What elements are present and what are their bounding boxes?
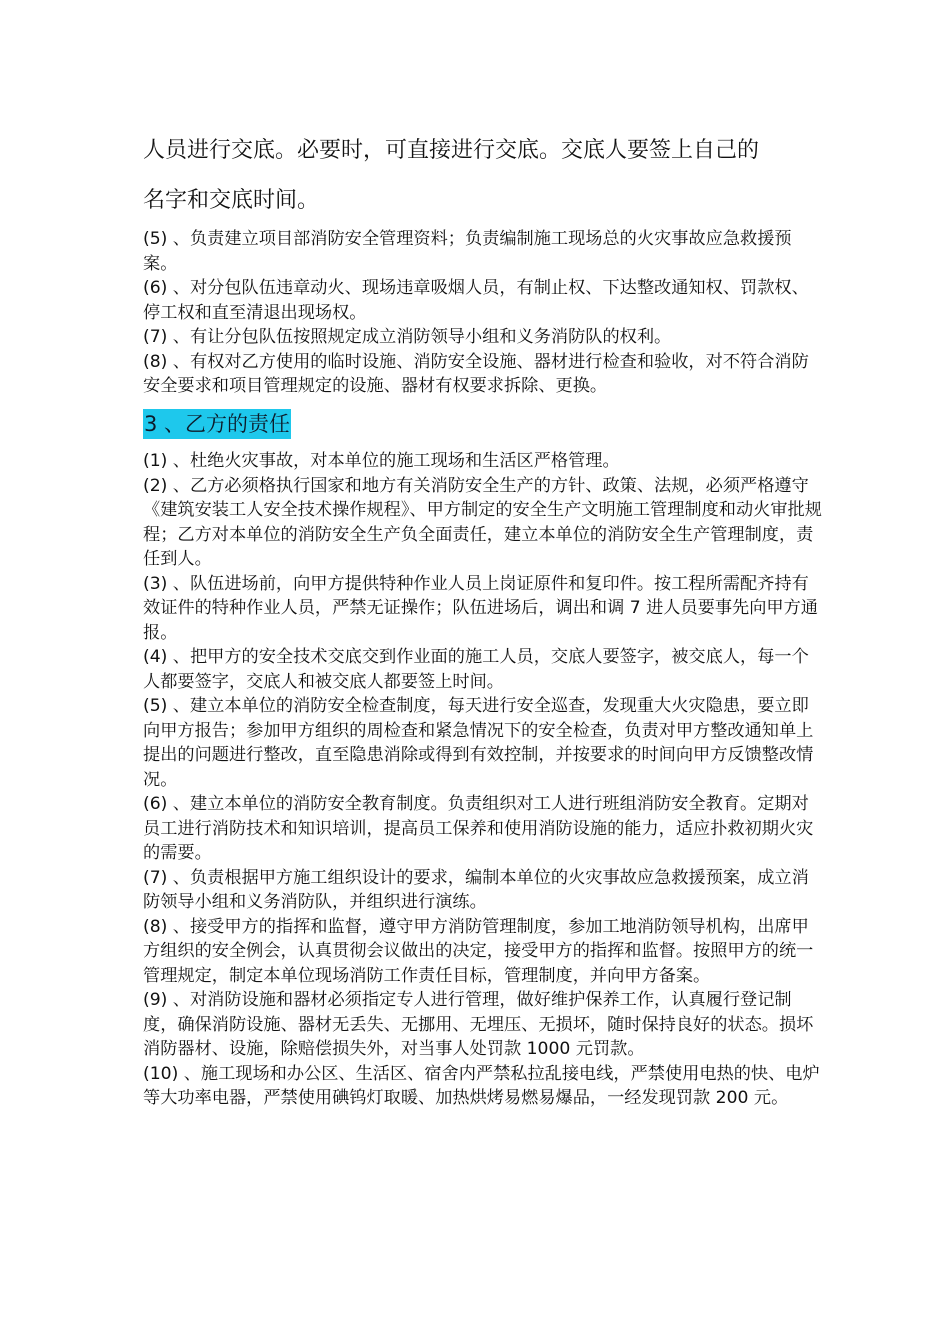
list-item: (5) 、建立本单位的消防安全检查制度，每天进行安全巡查，发现重大火灾隐患，要立即向甲方报告；参加甲方组织的周检查和紧急情况下的安全检查，负责对甲方整改通知单上提出的问题进行整改，直至隐患消除或得到有效控制，并按要求的时间向甲方反馈整改情况。 xyxy=(143,696,814,790)
list-item: (2) 、乙方必须格执行国家和地方有关消防安全生产的方针、政策、法规，必须严格遵守《建筑安装工人安全技术操作规程》、甲方制定的安全生产文明施工管理制度和动火审批规程；乙方对本单位的消防安全生产负全面责任，建立本单位的消防安全生产管理制度，责任到人。 xyxy=(143,475,822,569)
list-item: (6) 、对分包队伍违章动火、现场违章吸烟人员，有制止权、下达整改通知权、罚款权、停工权和直至清退出现场权。 xyxy=(143,278,809,323)
intro-line-2: 名字和交底时间。 xyxy=(143,188,320,213)
list-item: (5) 、负责建立项目部消防安全管理资料；负责编制施工现场总的火灾事故应急救援预案。 xyxy=(143,229,792,274)
list-item: (6) 、建立本单位的消防安全教育制度。负责组织对工人进行班组消防安全教育。定期对员工进行消防技术和知识培训，提高员工保养和使用消防设施的能力，适应扑救初期火灾的需要。 xyxy=(143,794,814,863)
party-a-rights-list xyxy=(143,227,823,399)
list-item: (7) 、负责根据甲方施工组织设计的要求，编制本单位的火灾事故应急救援预案，成立消防领导小组和义务消防队，并组织进行演练。 xyxy=(143,867,809,912)
list-item: (10) 、施工现场和办公区、生活区、宿舍内严禁私拉乱接电线，严禁使用电热的快、电炉等大功率电器，严禁使用碘钨灯取暖、加热烘烤易燃易爆品，一经发现罚款 200 元。 xyxy=(143,1063,820,1108)
list-item: (9) 、对消防设施和器材必须指定专人进行管理，做好维护保养工作，认真履行登记制度，确保消防设施、器材无丢失、无挪用、无埋压、无损坏，随时保持良好的状态。损坏消防器材、设施，除赔偿损失外，对当事人处罚款 1000 元罚款。 xyxy=(143,990,814,1059)
section-heading: 3 、乙方的责任 xyxy=(143,409,291,439)
list-item: (8) 、接受甲方的指挥和监督，遵守甲方消防管理制度，参加工地消防领导机构，出席甲方组织的安全例会，认真贯彻会议做出的决定，接受甲方的指挥和监督。按照甲方的统一管理规定，制定本单位现场消防工作责任目标，管理制度，并向甲方备案。 xyxy=(143,916,814,986)
list-item: (4) 、把甲方的安全技术交底交到作业面的施工人员，交底人要签字，被交底人，每一个人都要签字，交底人和被交底人都要签上时间。 xyxy=(143,647,809,692)
list-item: (7) 、有让分包队伍按照规定成立消防领导小组和义务消防队的权利。 xyxy=(143,327,672,347)
list-item: (8) 、有权对乙方使用的临时设施、消防安全设施、器材进行检查和验收，对不符合消防安全要求和项目管理规定的设施、器材有权要求拆除、更换。 xyxy=(143,351,809,396)
list-item: (1) 、杜绝火灾事故，对本单位的施工现场和生活区严格管理。 xyxy=(143,451,620,471)
party-b-duties-list xyxy=(143,449,823,1111)
list-item: (3) 、队伍进场前，向甲方提供特种作业人员上岗证原件和复印件。按工程所需配齐持有效证件的特种作业人员，严禁无证操作；队伍进场后，调出和调 7 进人员要事先向甲方通报。 xyxy=(143,573,818,643)
intro-line-1: 人员进行交底。必要时，可直接进行交底。交底人要签上自己的 xyxy=(143,138,760,163)
